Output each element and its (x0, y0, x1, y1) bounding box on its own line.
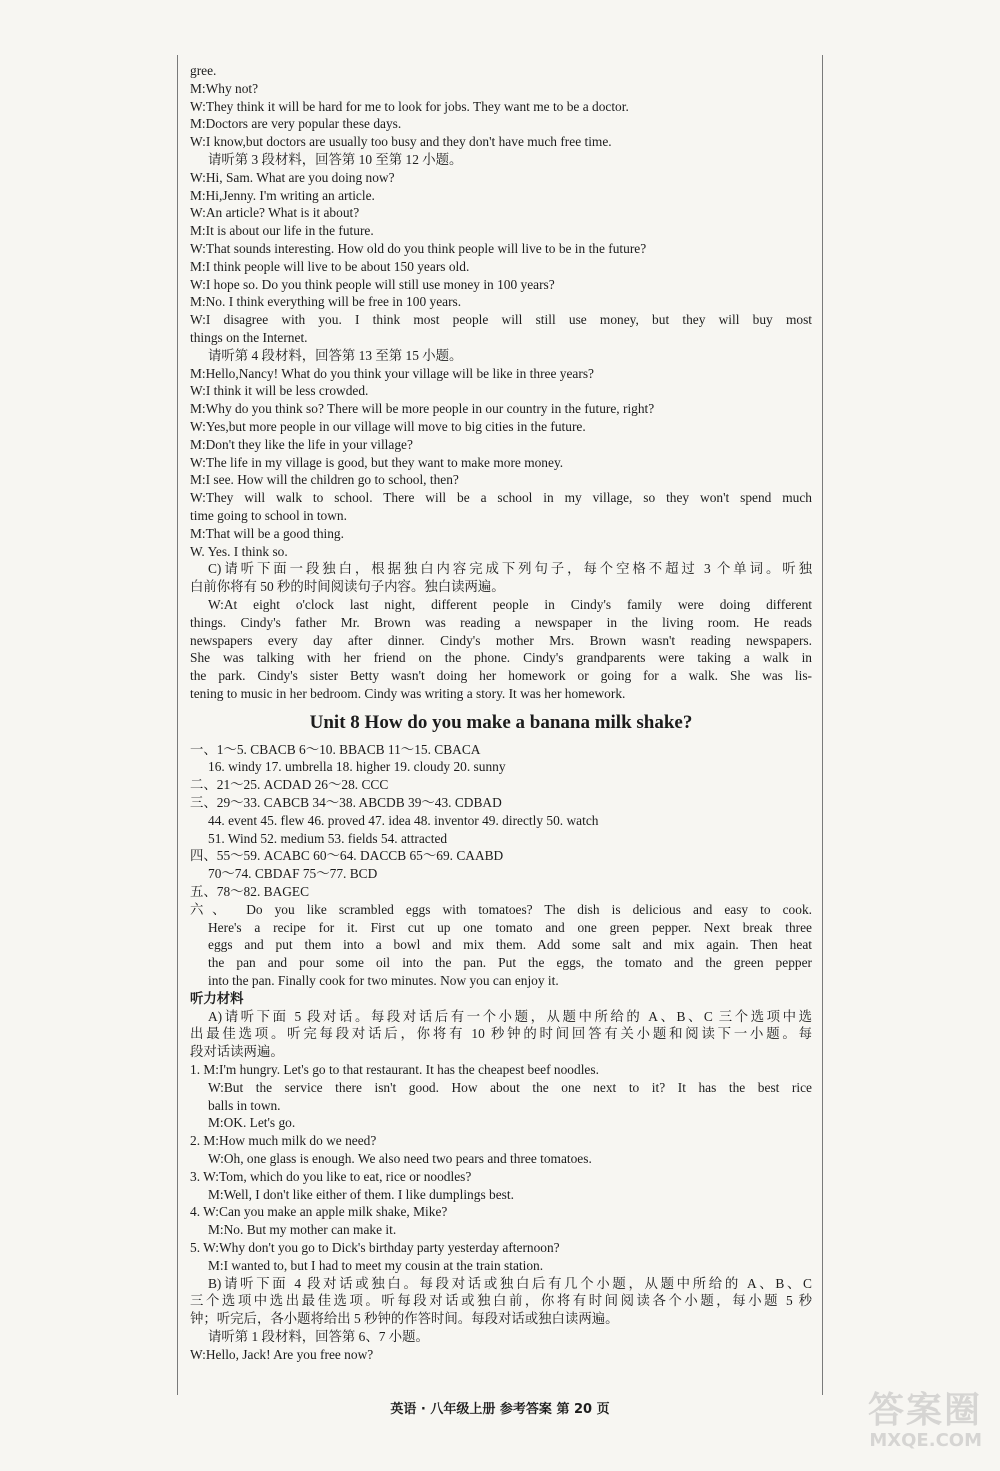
text-line: gree. (190, 63, 217, 78)
section-instruction: 钟；听完后，各小题将给出 5 秒钟的作答时间。每段对话或独白读两遍。 (190, 1311, 619, 1327)
section-instruction: 请听第 4 段材料，回答第 13 至第 15 小题。 (208, 347, 463, 363)
text-line: M:No. I think everything will be free in 100 years. (190, 294, 462, 310)
text-line: M:Don't they like the life in your village? (190, 436, 413, 452)
answer-line: 三、29～33. CABCB 34～38. ABCDB 39～43. CDBAD (190, 795, 502, 811)
answer-line: 16. windy 17. umbrella 18. higher 19. cloudy 20. sunny (208, 759, 506, 775)
page-footer: 英语 · 八年级上册 参考答案 第 20 页 (390, 1402, 610, 1417)
text-line: M:No. But my mother can make it. (208, 1222, 397, 1238)
text-line: W:The life in my village is good, but they want to make more money. (190, 454, 564, 470)
text-line: time going to school in town. (190, 507, 347, 523)
essay-line: eggs and put them into a bowl and mix them. Add some salt and mix again. Then heat (208, 937, 812, 953)
right-column-rule (822, 55, 823, 1395)
text-line: M:Well, I don't like either of them. I like dumplings best. (208, 1186, 514, 1202)
text-line: W:But the service there isn't good. How about the one next to it? It has the best rice (208, 1079, 812, 1095)
watermark-logo-text: 答案圈 (867, 1390, 982, 1431)
text-line: M:Why do you think so? There will be more people in our country in the future, right? (190, 401, 655, 417)
unit-title: Unit 8 How do you make a banana milk shake? (309, 711, 693, 733)
text-line: W:They think it will be hard for me to look for jobs. They want me to be a doctor. (190, 98, 629, 114)
text-line: tening to music in her bedroom. Cindy was writing a story. It was her homework. (190, 685, 626, 701)
text-line: balls in town. (208, 1097, 281, 1113)
essay-line: 六、 Do you like scrambled eggs with tomatoes? The dish is delicious and easy to cook. (190, 901, 812, 917)
section-instruction: 出最佳选项。听完每段对话后，你将有 10 秒钟的时间回答有关小题和阅读下一小题。每 (190, 1026, 812, 1042)
text-line: W:They will walk to school. There will be a school in my village, so they won't spend much (190, 490, 812, 506)
section-instruction: C)请听下面一段独白，根据独白内容完成下列句子，每个空格不超过 3 个单词。听独 (208, 561, 812, 577)
text-line: 3. W:Tom, which do you like to eat, rice or noodles? (190, 1168, 472, 1184)
section-instruction: 请听第 3 段材料，回答第 10 至第 12 小题。 (208, 151, 463, 167)
left-column-rule (177, 55, 178, 1395)
text-line: She was talking with her friend on the phone. Cindy's grandparents were taking a walk in (190, 650, 812, 666)
text-line: M:That will be a good thing. (190, 525, 344, 541)
text-line: M:Hi,Jenny. I'm writing an article. (190, 187, 375, 203)
essay-line: Here's a recipe for it. First cut up one tomato and one green pepper. Next break three (208, 919, 812, 935)
essay-line: the pan and pour some oil into the pan. Put the eggs, the tomato and the green pepper (208, 955, 812, 971)
text-line: 4. W:Can you make an apple milk shake, Mike? (190, 1204, 448, 1220)
text-line: W:Oh, one glass is enough. We also need two pears and three tomatoes. (208, 1151, 592, 1167)
text-line: W:An article? What is it about? (190, 205, 360, 221)
text-line: 5. W:Why don't you go to Dick's birthday party yesterday afternoon? (190, 1240, 560, 1255)
text-line: the park. Cindy's sister Betty wasn't doing her homework or going for a walk. She was lis- (190, 668, 812, 684)
content-column (190, 62, 812, 1364)
answer-line: 五、78～82. BAGEC (190, 884, 310, 900)
text-line: M:Doctors are very popular these days. (190, 116, 402, 132)
answer-line: 二、21～25. ACDAD 26～28. CCC (190, 777, 389, 793)
section-instruction: 请听第 1 段材料，回答第 6、7 小题。 (208, 1328, 429, 1344)
text-line: W:I disagree with you. I think most people will still use money, but they will buy most (190, 312, 812, 328)
section-instruction: A)请听下面 5 段对话。每段对话后有一个小题，从题中所给的 A、B、C 三个选项中选 (208, 1008, 812, 1024)
text-line: W:That sounds interesting. How old do you think people will live to be in the future? (190, 240, 647, 256)
watermark-url-text: MXQE.COM (869, 1430, 982, 1451)
section-instruction: B)请听下面 4 段对话或独白。每段对话或独白后有几个小题，从题中所给的 A、B、C (208, 1275, 812, 1291)
text-line: M:I think people will live to be about 150 years old. (190, 258, 470, 274)
answer-line: 四、55～59. ACABC 60～64. DACCB 65～69. CAABD (190, 848, 504, 864)
site-watermark-logo (812, 1391, 982, 1453)
answer-line: 一、1～5. CBACB 6～10. BBACB 11～15. CBACA (190, 741, 481, 757)
text-line: things on the Internet. (190, 329, 308, 345)
section-instruction: 三个选项中选出最佳选项。听每段对话或独白前，你将有时间阅读各个小题，每小题 5 秒 (190, 1293, 812, 1309)
text-line: W. Yes. I think so. (190, 543, 288, 559)
text-line: W:I know,but doctors are usually too busy and they don't have much free time. (190, 134, 612, 150)
answer-line: 44. event 45. flew 46. proved 47. idea 48. inventor 49. directly 50. watch (208, 812, 599, 828)
text-line: things. Cindy's father Mr. Brown was reading a newspaper in the living room. He reads (190, 614, 812, 630)
text-line: M:I wanted to, but I had to meet my cousin at the train station. (208, 1257, 544, 1273)
text-line: 2. M:How much milk do we need? (190, 1133, 377, 1149)
section-instruction: 白前你将有 50 秒的时间阅读句子内容。独白读两遍。 (190, 579, 505, 595)
text-line: W:I think it will be less crowded. (190, 383, 369, 399)
answer-line: 51. Wind 52. medium 53. fields 54. attracted (208, 830, 448, 846)
text-line: M:It is about our life in the future. (190, 223, 374, 239)
text-line: newspapers every day after dinner. Cindy's mother Mrs. Brown wasn't reading newspapers. (190, 632, 812, 648)
text-line: W:At eight o'clock last night, different people in Cindy's family were doing different (208, 596, 812, 612)
text-line: M:I see. How will the children go to school, then? (190, 472, 459, 488)
text-line: 1. M:I'm hungry. Let's go to that restaurant. It has the cheapest beef noodles. (190, 1062, 599, 1078)
text-line: M:Hello,Nancy! What do you think your village will be like in three years? (190, 365, 594, 381)
text-line: M:Why not? (190, 80, 259, 96)
text-line: W:Hello, Jack! Are you free now? (190, 1346, 374, 1362)
answer-line: 70～74. CBDAF 75～77. BCD (208, 866, 378, 882)
text-line: M:OK. Let's go. (208, 1115, 296, 1131)
text-line: W:I hope so. Do you think people will still use money in 100 years? (190, 276, 555, 292)
text-line: W:Yes,but more people in our village will move to big cities in the future. (190, 418, 586, 434)
text-line: W:Hi, Sam. What are you doing now? (190, 169, 395, 185)
listening-heading: 听力材料 (190, 990, 244, 1006)
section-instruction: 段对话读两遍。 (190, 1044, 284, 1060)
essay-line: into the pan. Finally cook for two minutes. Now you can enjoy it. (208, 973, 559, 989)
